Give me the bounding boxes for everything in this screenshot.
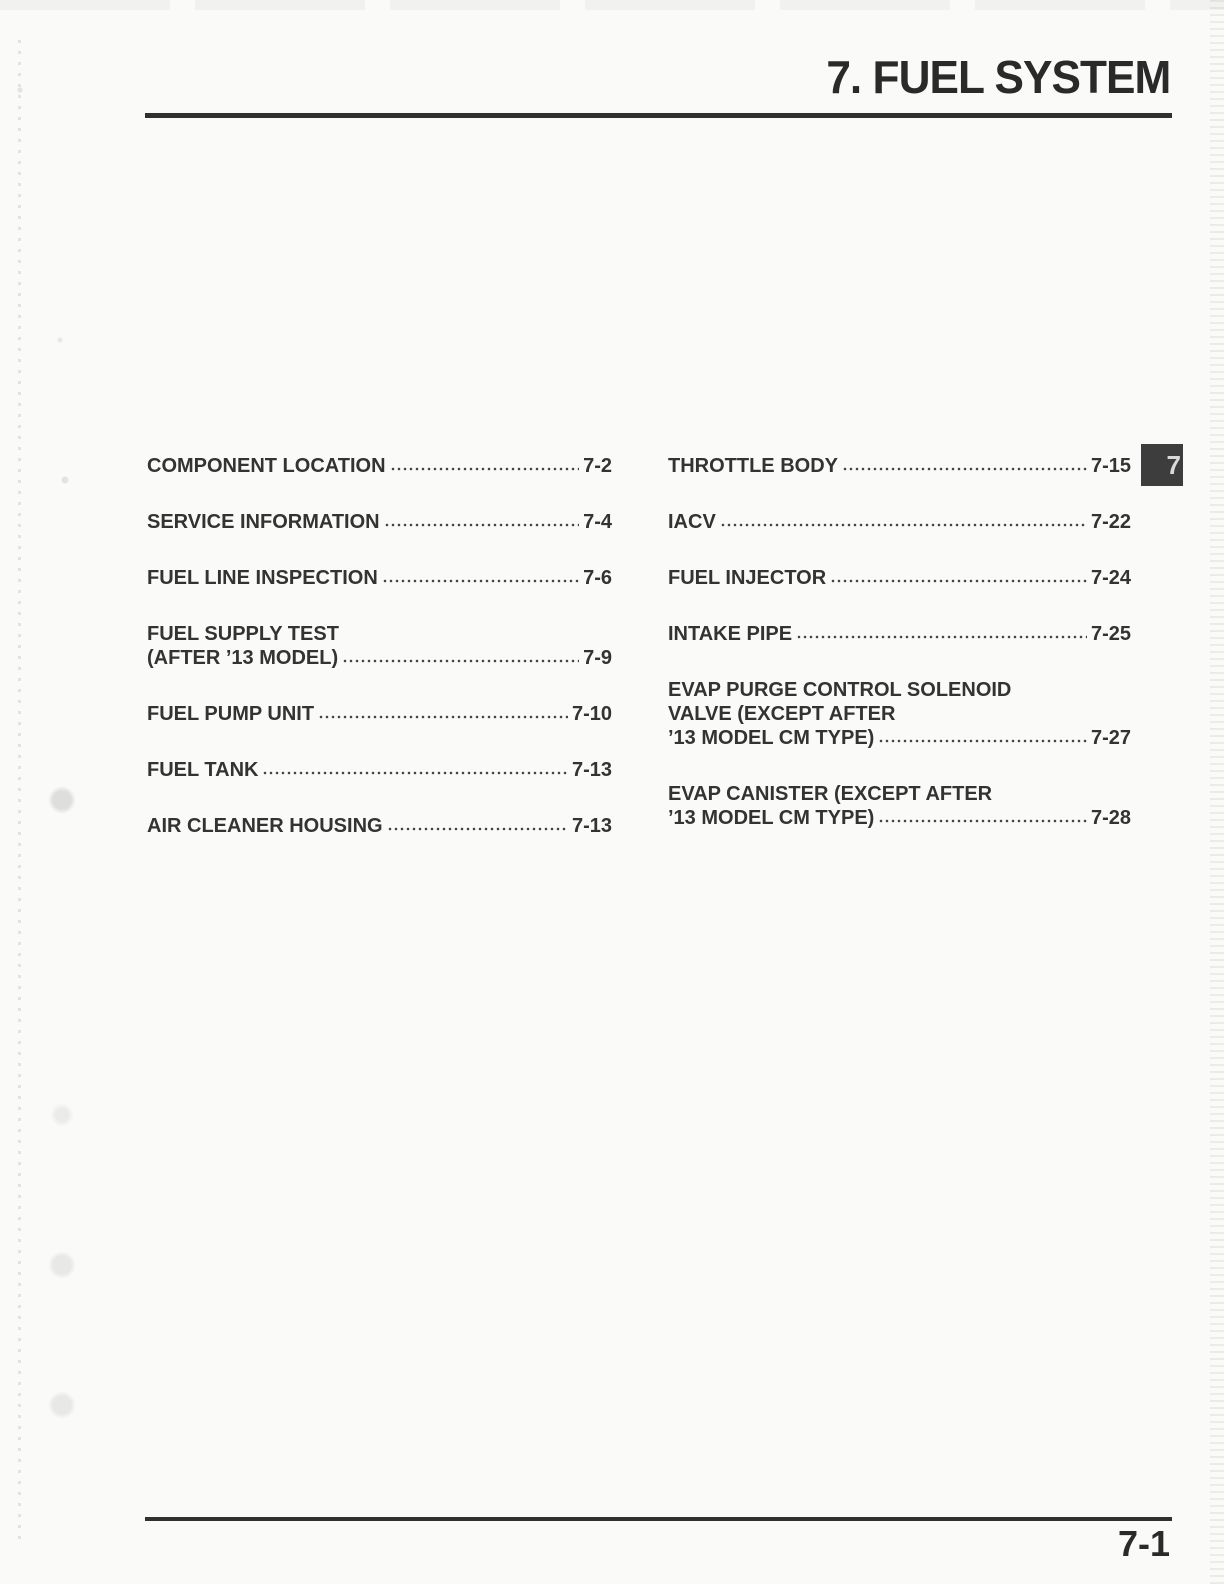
toc-page-number: 7-24	[1090, 567, 1131, 589]
scan-artifact-right	[1210, 0, 1224, 1584]
toc-entry-title: INTAKE PIPE	[668, 623, 793, 645]
toc-entry-title-line: EVAP PURGE CONTROL SOLENOID	[668, 679, 1012, 701]
toc-page-number: 7-15	[1090, 455, 1131, 477]
toc-entry-title: FUEL PUMP UNIT	[147, 703, 315, 725]
toc-entry[interactable]	[147, 622, 612, 670]
dot-leader	[390, 467, 580, 471]
dot-leader	[387, 827, 568, 831]
toc-left-column	[147, 454, 612, 838]
header-rule	[145, 113, 1172, 118]
toc-page-number: 7-22	[1090, 511, 1131, 533]
dot-leader	[720, 523, 1087, 527]
toc-page-number: 7-2	[583, 455, 612, 477]
dot-leader	[384, 523, 579, 527]
toc-entry[interactable]	[668, 510, 1131, 534]
dot-leader	[382, 579, 579, 583]
toc-entry[interactable]	[668, 678, 1131, 750]
dot-leader	[878, 819, 1087, 823]
section-tab-marker: 7	[1141, 444, 1183, 486]
toc-page-number: 7-13	[571, 759, 612, 781]
toc-entry[interactable]	[147, 702, 612, 726]
toc-entry-title-line: EVAP CANISTER (EXCEPT AFTER	[668, 783, 993, 805]
toc-entry-title: AIR CLEANER HOUSING	[147, 815, 383, 837]
toc-page-number: 7-28	[1090, 807, 1131, 829]
dot-leader	[842, 467, 1087, 471]
toc-entry[interactable]	[147, 454, 612, 478]
toc-page-number: 7-25	[1090, 623, 1131, 645]
toc-entry-title: THROTTLE BODY	[668, 455, 838, 477]
toc-entry-title: FUEL LINE INSPECTION	[147, 567, 378, 589]
toc-right-column	[668, 454, 1131, 830]
toc-entry[interactable]	[147, 814, 612, 838]
toc-page-number: 7-4	[583, 511, 612, 533]
toc-entry[interactable]	[668, 566, 1131, 590]
section-title: 7. FUEL SYSTEM	[825, 51, 1170, 103]
toc-entry[interactable]	[147, 510, 612, 534]
dot-leader	[830, 579, 1087, 583]
toc-entry[interactable]	[668, 454, 1131, 478]
toc-page-number: 7-10	[571, 703, 612, 725]
toc-entry-title: SERVICE INFORMATION	[147, 511, 380, 533]
scan-artifact-left	[0, 0, 95, 1584]
toc-entry[interactable]	[668, 622, 1131, 646]
toc-entry[interactable]	[147, 566, 612, 590]
toc-entry-title-line: VALVE (EXCEPT AFTER	[668, 703, 896, 725]
toc-entry[interactable]	[668, 782, 1131, 830]
footer-rule	[145, 1517, 1172, 1521]
dot-leader	[796, 635, 1087, 639]
toc-entry-title: ’13 MODEL CM TYPE)	[668, 807, 875, 829]
toc-entry-title: (AFTER ’13 MODEL)	[147, 647, 339, 669]
dot-leader	[262, 771, 567, 775]
toc-entry-title: FUEL INJECTOR	[668, 567, 827, 589]
toc-page-number: 7-6	[583, 567, 612, 589]
dot-leader	[878, 739, 1087, 743]
toc-entry-title: FUEL TANK	[147, 759, 259, 781]
toc-entry-title-line: FUEL SUPPLY TEST	[147, 623, 339, 645]
toc-entry[interactable]	[147, 758, 612, 782]
dot-leader	[342, 659, 579, 663]
page-number: 7-1	[1117, 1523, 1170, 1564]
toc-entry-title: IACV	[668, 511, 716, 533]
toc-page-number: 7-27	[1090, 727, 1131, 749]
toc-entry-title: ’13 MODEL CM TYPE)	[668, 727, 875, 749]
dot-leader	[318, 715, 568, 719]
toc-page-number: 7-9	[583, 647, 612, 669]
toc-page-number: 7-13	[571, 815, 612, 837]
scan-artifact-top	[0, 0, 1224, 10]
toc-entry-title: COMPONENT LOCATION	[147, 455, 386, 477]
